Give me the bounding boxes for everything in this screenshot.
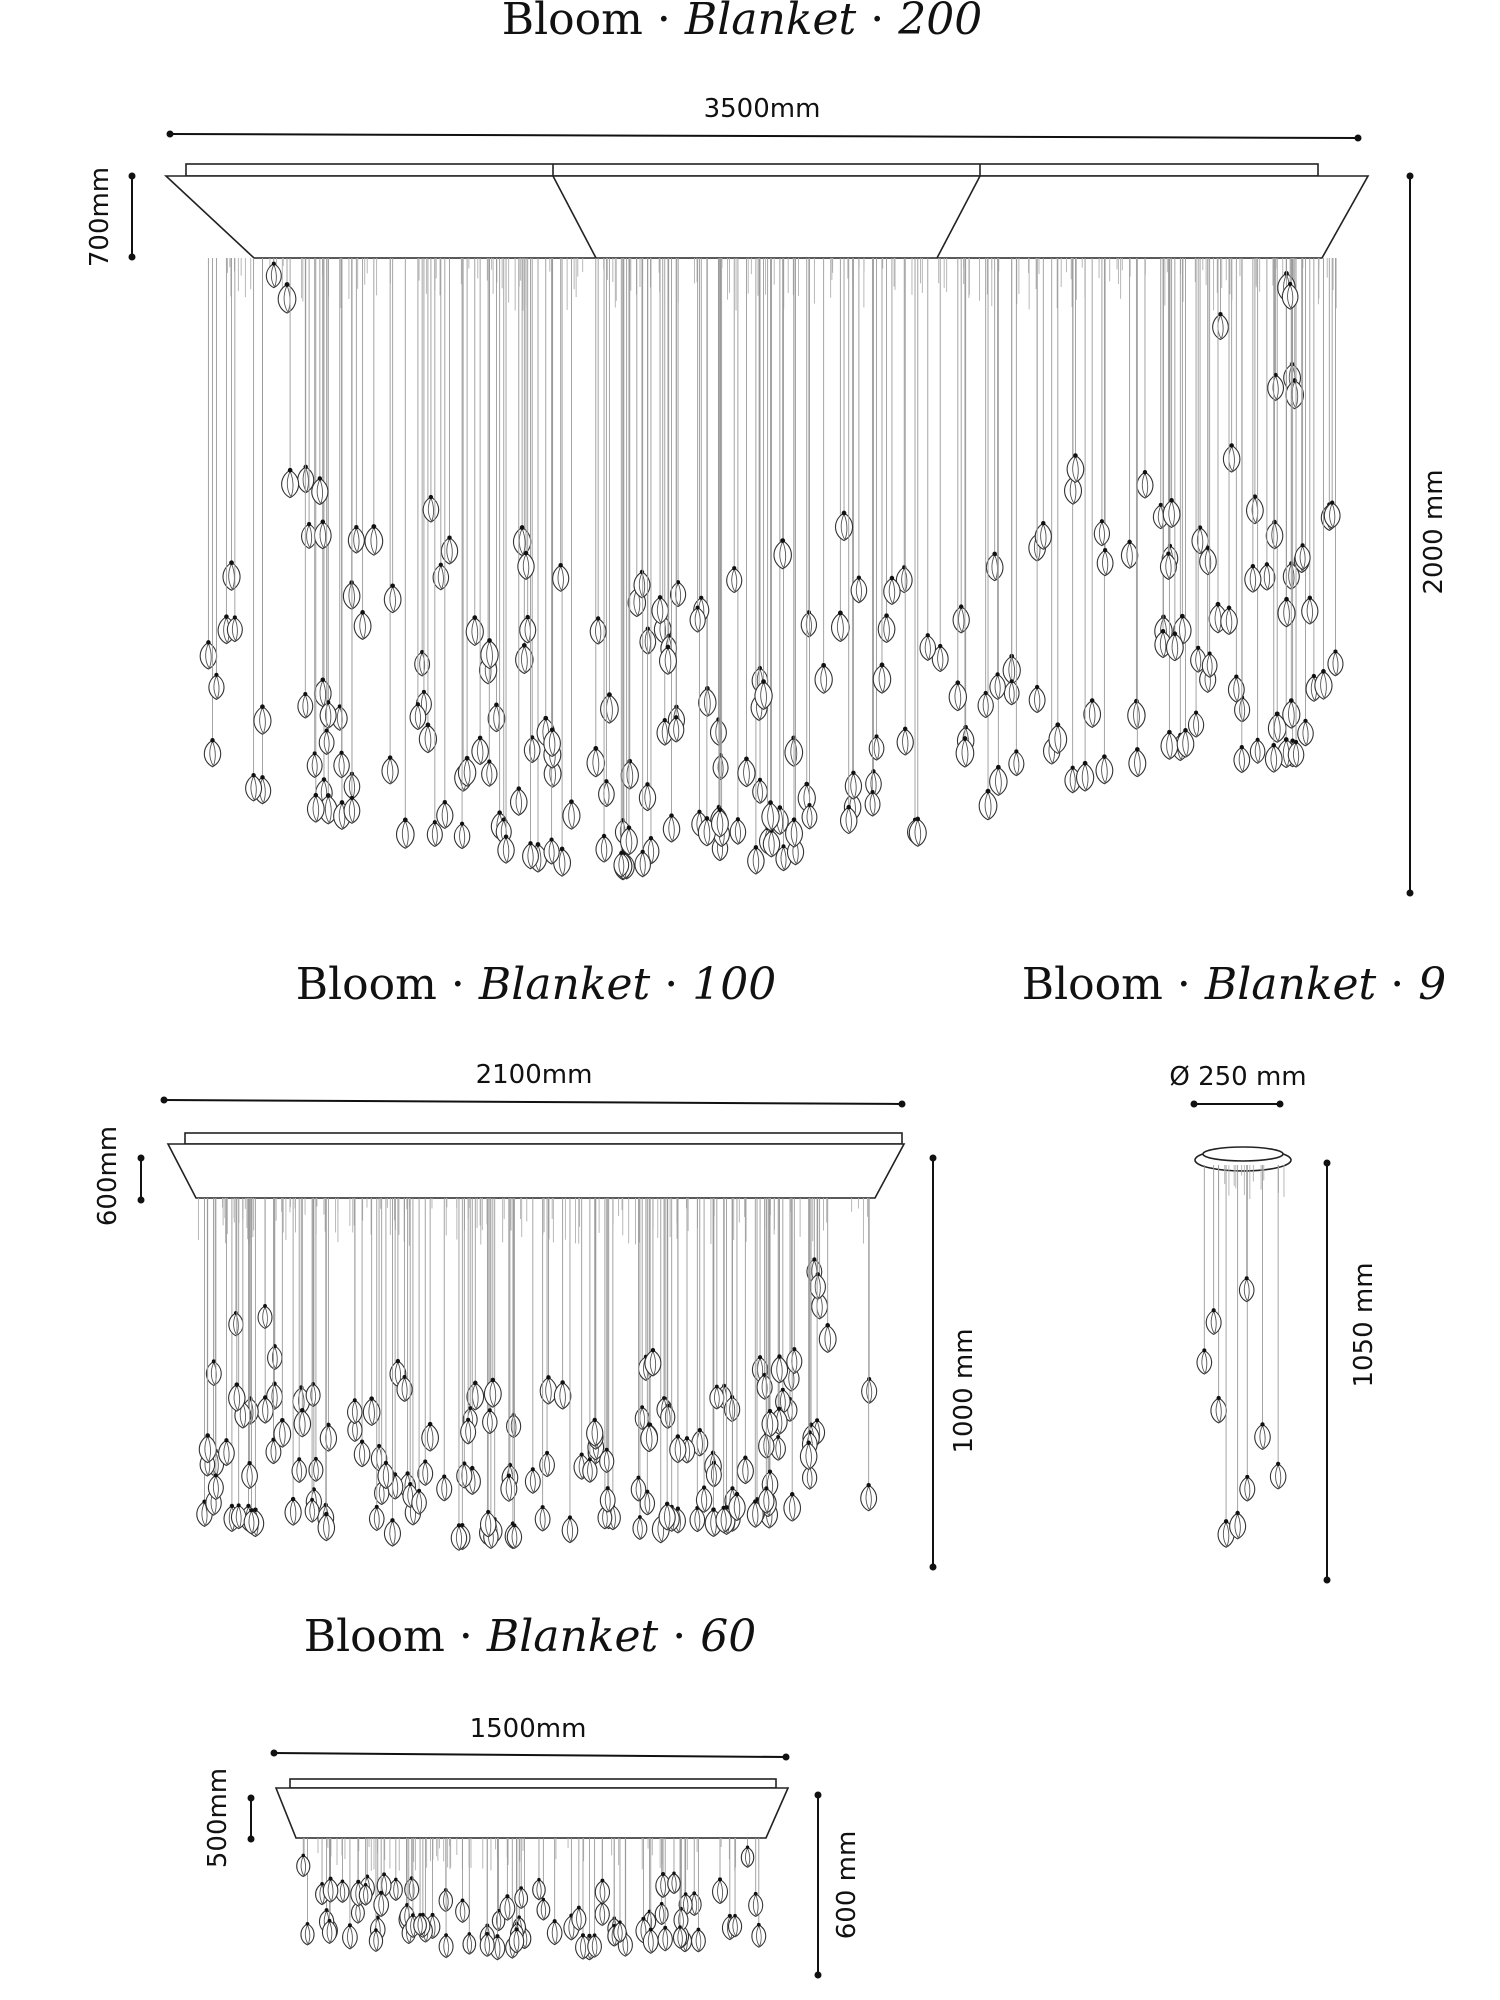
bloom-pendant-icon <box>365 524 383 555</box>
bloom-pendant-icon <box>949 680 966 710</box>
title-blanket-9: Bloom · Blanket · 9 <box>1021 959 1447 1010</box>
bloom-pendant-icon <box>439 1933 453 1957</box>
bloom-pendant-icon <box>208 1473 223 1499</box>
bloom-pendant-icon <box>415 650 430 676</box>
bloom-pendant-icon <box>1067 453 1084 482</box>
bloom-pendant-icon <box>298 692 313 718</box>
bloom-pendant-icon <box>204 738 220 767</box>
bloom-pendant-icon <box>1245 564 1261 592</box>
width-label-blanket-60: 1500mm <box>469 1714 587 1744</box>
bloom-pendant-icon <box>282 468 299 498</box>
bloom-pendant-icon <box>1211 1396 1226 1423</box>
bloom-pendant-icon <box>488 703 505 732</box>
bloom-pendant-icon <box>1161 730 1178 759</box>
bloom-pendant-icon <box>463 1932 476 1954</box>
bloom-pendant-icon <box>587 746 605 777</box>
width-dimension-line <box>274 1753 786 1757</box>
bloom-pendant-icon <box>537 1898 550 1920</box>
bloom-pendant-icon <box>587 1418 603 1446</box>
bloom-pendant-icon <box>663 813 679 842</box>
bloom-pendant-icon <box>535 1505 550 1531</box>
bloom-pendant-icon <box>601 692 619 723</box>
bloom-pendant-icon <box>873 663 890 694</box>
bloom-pendant-icon <box>382 755 398 784</box>
width-dimension-line <box>164 1100 902 1104</box>
bloom-pendant-icon <box>525 1467 540 1493</box>
bloom-pendant-icon <box>354 1439 370 1466</box>
bloom-pendant-icon <box>1250 738 1264 763</box>
bloom-pendant-icon <box>1197 1348 1212 1374</box>
drop-label-blanket-9: 1050 mm <box>1349 1262 1379 1388</box>
bloom-pendant-icon <box>774 538 791 569</box>
bloom-pendant-icon <box>713 1877 728 1903</box>
bloom-pendant-icon <box>472 736 488 765</box>
bloom-pendant-icon <box>753 778 768 804</box>
bloom-pendant-icon <box>909 817 926 847</box>
bloom-pendant-icon <box>787 1347 802 1373</box>
bloom-pendant-icon <box>354 610 371 639</box>
bloom-pendant-icon <box>520 615 536 643</box>
bloom-pendant-icon <box>1283 698 1300 728</box>
bloom-pendant-icon <box>323 1877 338 1902</box>
bloom-pendant-icon <box>1129 747 1146 777</box>
bloom-pendant-icon <box>671 580 686 606</box>
bloom-pendant-icon <box>423 495 438 522</box>
diagram-blanket-60 <box>203 1611 862 1979</box>
bloom-pendant-icon <box>1096 754 1113 783</box>
bloom-pendant-icon <box>819 1323 836 1352</box>
bloom-pendant-icon <box>749 1892 763 1917</box>
canopy-blanket-60 <box>276 1779 788 1838</box>
bloom-pendant-icon <box>639 782 655 810</box>
bloom-pendant-icon <box>1009 749 1024 775</box>
bloom-pendant-icon <box>737 1456 753 1484</box>
bloom-pendant-icon <box>418 1459 433 1485</box>
bloom-pendant-icon <box>595 1879 609 1904</box>
bloom-pendant-icon <box>206 1359 221 1385</box>
bloom-pendant-icon <box>343 1923 358 1949</box>
diagram-blanket-100 <box>93 959 979 1571</box>
bloom-pendant-icon <box>513 525 530 555</box>
bloom-pendant-icon <box>223 560 240 590</box>
bloom-pendant-icon <box>294 1408 310 1437</box>
bloom-pendant-icon <box>454 822 469 849</box>
bloom-pendant-icon <box>319 729 334 755</box>
bloom-pendant-icon <box>978 691 993 718</box>
bloom-pendant-icon <box>920 633 936 660</box>
bloom-pendant-icon <box>595 1901 609 1926</box>
bloom-pendant-icon <box>540 1451 555 1477</box>
bloom-pendant-icon <box>1029 685 1045 713</box>
bloom-pendant-icon <box>563 799 580 829</box>
bloom-pendant-icon <box>953 604 969 632</box>
bloom-pendant-icon <box>1270 1462 1285 1489</box>
bloom-pendant-icon <box>1266 520 1283 549</box>
bloom-pendant-icon <box>456 1898 470 1922</box>
bloom-pendant-icon <box>696 1485 711 1512</box>
bloom-pendant-icon <box>348 1398 362 1423</box>
bloom-pendant-icon <box>869 734 884 760</box>
bloom-pendant-icon <box>266 262 281 288</box>
bloom-pendant-icon <box>692 1928 706 1952</box>
bloom-pendant-icon <box>1163 498 1180 527</box>
bloom-pendant-icon <box>481 638 498 668</box>
bloom-pendant-icon <box>1004 679 1019 705</box>
bloom-pendant-icon <box>878 613 895 642</box>
bloom-pendant-icon <box>384 583 401 612</box>
bloom-pendant-icon <box>1239 1276 1254 1301</box>
bloom-pendant-icon <box>699 686 716 716</box>
bloom-pendant-icon <box>670 1434 686 1462</box>
canopy-height-label-blanket-100: 600mm <box>93 1125 123 1227</box>
pendant-cluster-blanket-100 <box>197 1198 877 1550</box>
bloom-pendant-icon <box>422 1422 439 1451</box>
bloom-pendant-icon <box>631 1476 645 1501</box>
bloom-pendant-icon <box>1259 562 1275 590</box>
bloom-pendant-icon <box>738 757 755 787</box>
bloom-pendant-icon <box>1295 543 1310 569</box>
bloom-pendant-icon <box>668 1872 681 1894</box>
pendant-cluster-blanket-9 <box>1197 1165 1286 1547</box>
bloom-pendant-icon <box>862 1377 877 1403</box>
bloom-pendant-icon <box>1077 761 1094 791</box>
bloom-pendant-icon <box>389 1878 402 1901</box>
bloom-pendant-icon <box>730 817 745 844</box>
bloom-pendant-icon <box>301 1922 314 1945</box>
bloom-pendant-icon <box>1035 521 1051 549</box>
canopy-height-label-blanket-60: 500mm <box>203 1767 233 1869</box>
bloom-pendant-icon <box>246 773 262 801</box>
bloom-pendant-icon <box>652 595 668 623</box>
bloom-pendant-icon <box>209 673 224 700</box>
bloom-pendant-icon <box>562 1515 578 1542</box>
bloom-pendant-icon <box>481 1510 496 1537</box>
bloom-pendant-icon <box>1189 710 1204 737</box>
bloom-pendant-icon <box>752 1923 766 1947</box>
bloom-pendant-icon <box>334 751 349 778</box>
bloom-pendant-icon <box>258 1304 272 1328</box>
bloom-pendant-icon <box>658 1926 672 1951</box>
bloom-pendant-icon <box>1223 443 1239 472</box>
bloom-pendant-icon <box>292 1457 306 1482</box>
bloom-pendant-icon <box>544 838 559 864</box>
bloom-pendant-icon <box>369 1505 384 1531</box>
bloom-pendant-icon <box>1084 698 1101 727</box>
bloom-pendant-icon <box>553 563 569 591</box>
bloom-pendant-icon <box>784 1492 801 1521</box>
canopy-blanket-9 <box>1195 1147 1291 1171</box>
bloom-pendant-icon <box>306 1382 320 1406</box>
bloom-pendant-icon <box>547 1919 562 1944</box>
drop-label-blanket-100: 1000 mm <box>949 1328 979 1454</box>
bloom-pendant-icon <box>979 789 997 820</box>
bloom-pendant-icon <box>274 1418 291 1447</box>
drop-label-blanket-60: 600 mm <box>832 1830 862 1940</box>
drop-label-blanket-200: 2000 mm <box>1419 469 1449 595</box>
bloom-pendant-icon <box>320 1423 336 1451</box>
bloom-pendant-icon <box>467 1381 484 1410</box>
bloom-pendant-icon <box>599 779 615 806</box>
bloom-pendant-icon <box>441 535 457 563</box>
canopy-blanket-200 <box>166 164 1368 258</box>
bloom-pendant-icon <box>986 552 1003 581</box>
bloom-pendant-icon <box>990 672 1005 699</box>
bloom-pendant-icon <box>348 525 364 553</box>
bloom-pendant-icon <box>861 1483 877 1511</box>
bloom-pendant-icon <box>384 1518 400 1546</box>
bloom-pendant-icon <box>832 610 850 641</box>
bloom-pendant-icon <box>741 1845 753 1867</box>
canopy-height-label-blanket-200: 700mm <box>85 166 115 268</box>
bloom-pendant-icon <box>268 1344 282 1369</box>
bloom-pendant-icon <box>1302 596 1318 624</box>
bloom-pendant-icon <box>363 1396 380 1425</box>
bloom-pendant-icon <box>1230 1511 1246 1539</box>
bloom-pendant-icon <box>254 704 271 734</box>
bloom-pendant-icon <box>1268 373 1284 401</box>
bloom-pendant-icon <box>815 663 832 693</box>
bloom-pendant-icon <box>482 759 497 786</box>
bloom-pendant-icon <box>990 765 1007 796</box>
bloom-pendant-icon <box>1247 494 1264 523</box>
bloom-pendant-icon <box>1315 669 1332 699</box>
bloom-pendant-icon <box>309 1457 323 1481</box>
bloom-pendant-icon <box>596 834 612 862</box>
width-dimension-line <box>170 134 1358 138</box>
bloom-pendant-icon <box>200 640 216 669</box>
canopy-blanket-100 <box>168 1133 904 1198</box>
bloom-pendant-icon <box>1097 548 1113 576</box>
bloom-pendant-icon <box>572 1906 586 1931</box>
bloom-pendant-icon <box>655 1902 668 1925</box>
title-blanket-100: Bloom · Blanket · 100 <box>295 959 777 1010</box>
bloom-pendant-icon <box>801 610 816 637</box>
bloom-pendant-icon <box>1234 745 1250 772</box>
title-blanket-60: Bloom · Blanket · 60 <box>303 1611 757 1662</box>
bloom-pendant-icon <box>285 1497 301 1525</box>
bloom-pendant-icon <box>1240 1475 1255 1501</box>
bloom-pendant-icon <box>458 756 475 786</box>
bloom-pendant-icon <box>1128 699 1145 729</box>
bloom-pendant-icon <box>307 751 322 777</box>
bloom-pendant-icon <box>713 753 728 779</box>
bloom-pendant-icon <box>484 1378 501 1407</box>
bloom-pendant-icon <box>344 796 360 824</box>
pendant-cluster-blanket-200 <box>200 258 1343 880</box>
diagram-blanket-200 <box>85 0 1449 897</box>
bloom-pendant-icon <box>845 771 861 799</box>
diagram-blanket-9 <box>1022 959 1446 1584</box>
bloom-pendant-icon <box>229 1311 243 1336</box>
bloom-pendant-icon <box>1137 470 1153 498</box>
title-blanket-200: Bloom · Blanket · 200 <box>501 0 983 45</box>
bloom-pendant-icon <box>1324 500 1340 528</box>
bloom-pendant-icon <box>1094 519 1109 546</box>
bloom-pendant-icon <box>1328 649 1343 675</box>
bloom-pendant-icon <box>836 511 853 541</box>
bloom-pendant-icon <box>897 727 913 755</box>
width-label-blanket-200: 3500mm <box>703 94 821 124</box>
bloom-pendant-icon <box>633 1515 647 1539</box>
bloom-pendant-icon <box>762 800 779 830</box>
bloom-pendant-icon <box>771 1354 787 1383</box>
bloom-pendant-icon <box>437 1475 452 1501</box>
bloom-pendant-icon <box>466 615 483 645</box>
bloom-pendant-icon <box>1298 719 1313 746</box>
bloom-pendant-icon <box>433 563 448 590</box>
bloom-pendant-icon <box>554 1380 570 1409</box>
bloom-pendant-icon <box>1121 540 1137 569</box>
pendant-cluster-blanket-60 <box>297 1838 766 1960</box>
diameter-label-blanket-9: Ø 250 mm <box>1169 1062 1307 1092</box>
bloom-pendant-icon <box>511 786 527 815</box>
bloom-pendant-icon <box>397 818 415 849</box>
width-label-blanket-100: 2100mm <box>475 1060 593 1090</box>
bloom-pendant-icon <box>727 566 742 592</box>
bloom-pendant-icon <box>710 717 726 745</box>
bloom-pendant-icon <box>437 800 453 828</box>
bloom-pendant-icon <box>278 282 296 313</box>
bloom-pendant-icon <box>1213 312 1229 339</box>
bloom-pendant-icon <box>1255 1422 1270 1449</box>
